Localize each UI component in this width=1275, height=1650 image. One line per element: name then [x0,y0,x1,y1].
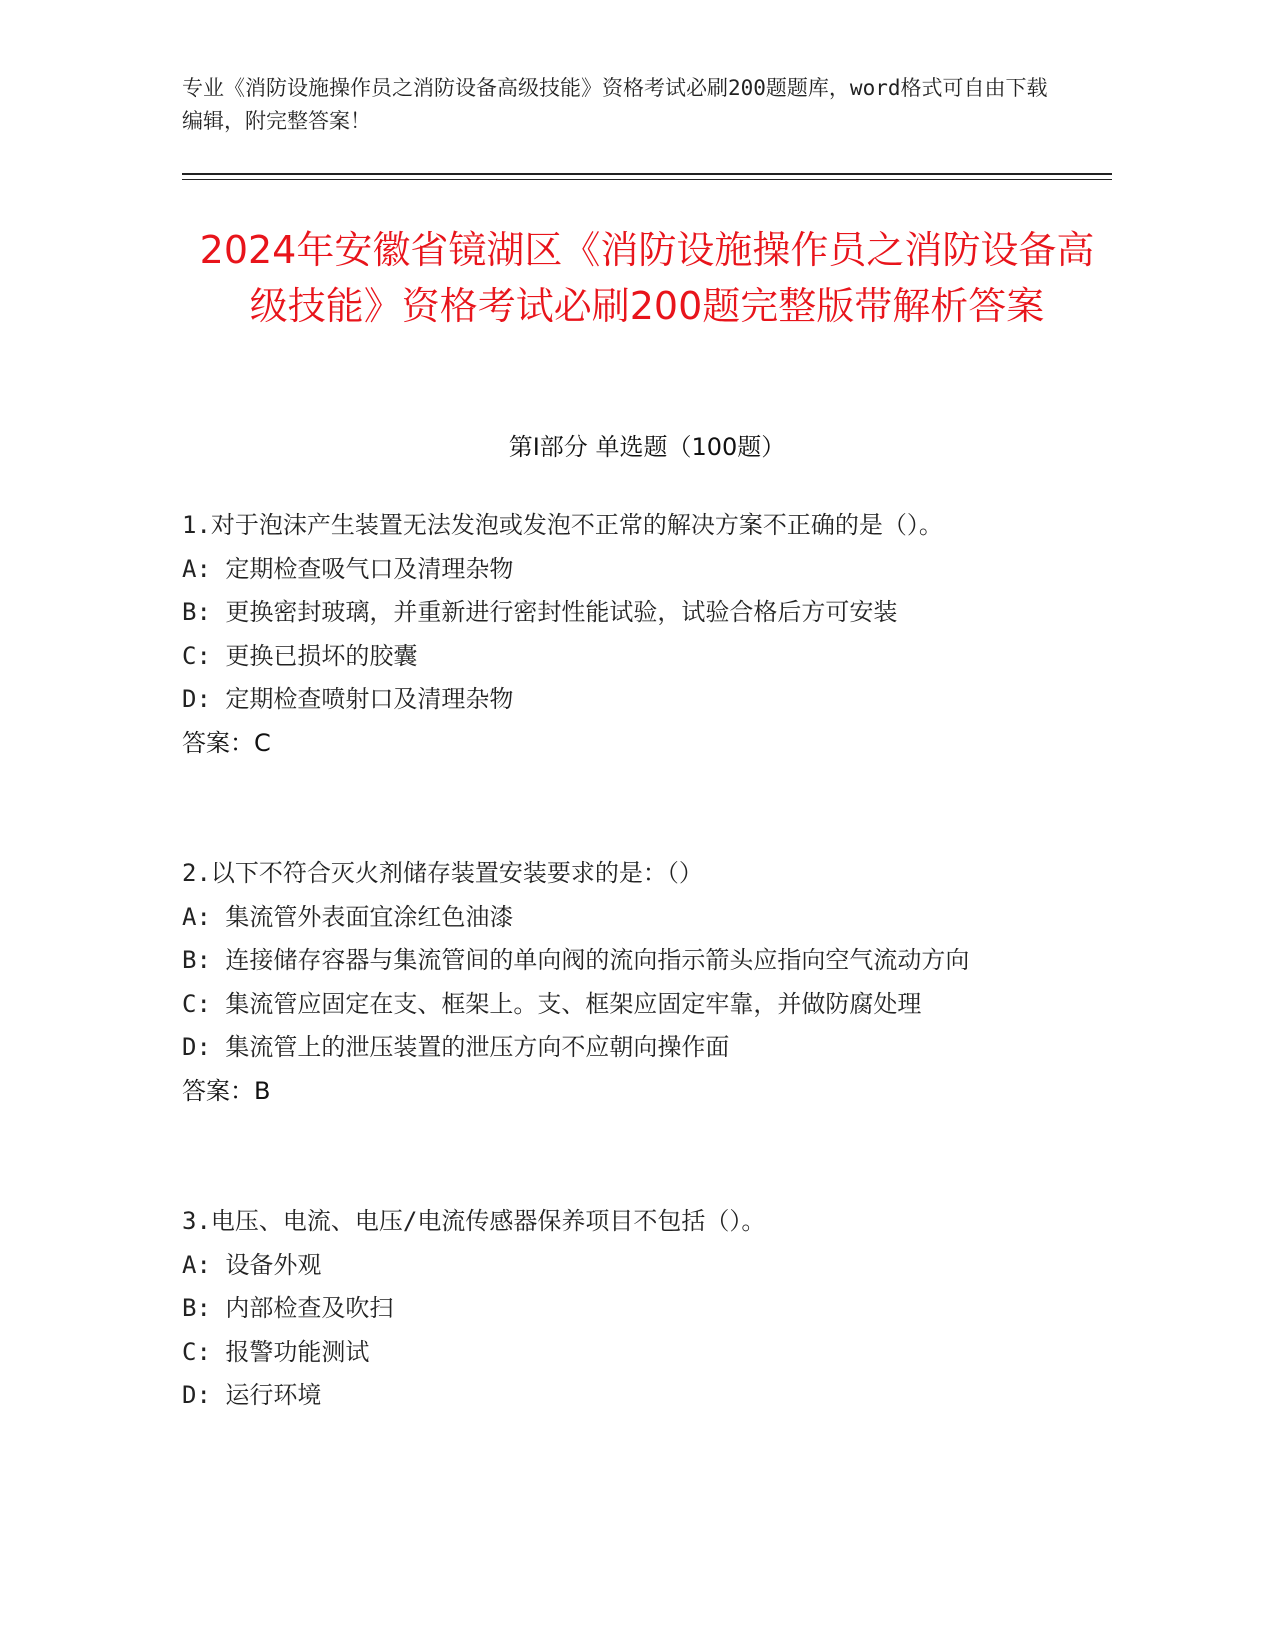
question-stem: 1.对于泡沫产生装置无法发泡或发泡不正常的解决方案不正确的是（）。 [182,511,943,539]
header-rule-thin [182,179,1112,180]
question-2 [182,852,1062,1113]
option-d: D: 定期检查喷射口及清理杂物 [182,685,514,713]
question-1 [182,504,1062,765]
header-rule-thick [182,173,1112,175]
option-d: D: 运行环境 [182,1381,322,1409]
option-c: C: 更换已损坏的胶囊 [182,641,418,670]
header-note: 专业《消防设施操作员之消防设备高级技能》资格考试必刷200题题库，word格式可自由下载编辑，附完整答案！ [182,76,1048,133]
document-title: 2024年安徽省镜湖区《消防设施操作员之消防设备高级技能》资格考试必刷200题完整版带解析答案 [199,228,1095,328]
option-b: B: 连接储存容器与集流管间的单向阀的流向指示箭头应指向空气流动方向 [182,946,970,974]
answer: 答案：C [182,728,271,757]
question-3 [182,1200,1062,1418]
option-a: A: 定期检查吸气口及清理杂物 [182,554,514,583]
section-heading: 第I部分 单选题（100题） [508,433,786,461]
option-a: A: 设备外观 [182,1250,322,1279]
option-b: B: 更换密封玻璃，并重新进行密封性能试验，试验合格后方可安装 [182,598,898,626]
answer: 答案：B [182,1076,271,1105]
option-a: A: 集流管外表面宜涂红色油漆 [182,902,514,931]
question-stem: 2.以下不符合灭火剂储存装置安装要求的是：（） [182,859,703,887]
option-c: C: 报警功能测试 [182,1337,370,1366]
question-stem: 3.电压、电流、电压/电流传感器保养项目不包括（）。 [182,1207,766,1235]
option-d: D: 集流管上的泄压装置的泄压方向不应朝向操作面 [182,1033,730,1061]
option-b: B: 内部检查及吹扫 [182,1294,394,1322]
option-c: C: 集流管应固定在支、框架上。支、框架应固定牢靠，并做防腐处理 [182,989,922,1018]
